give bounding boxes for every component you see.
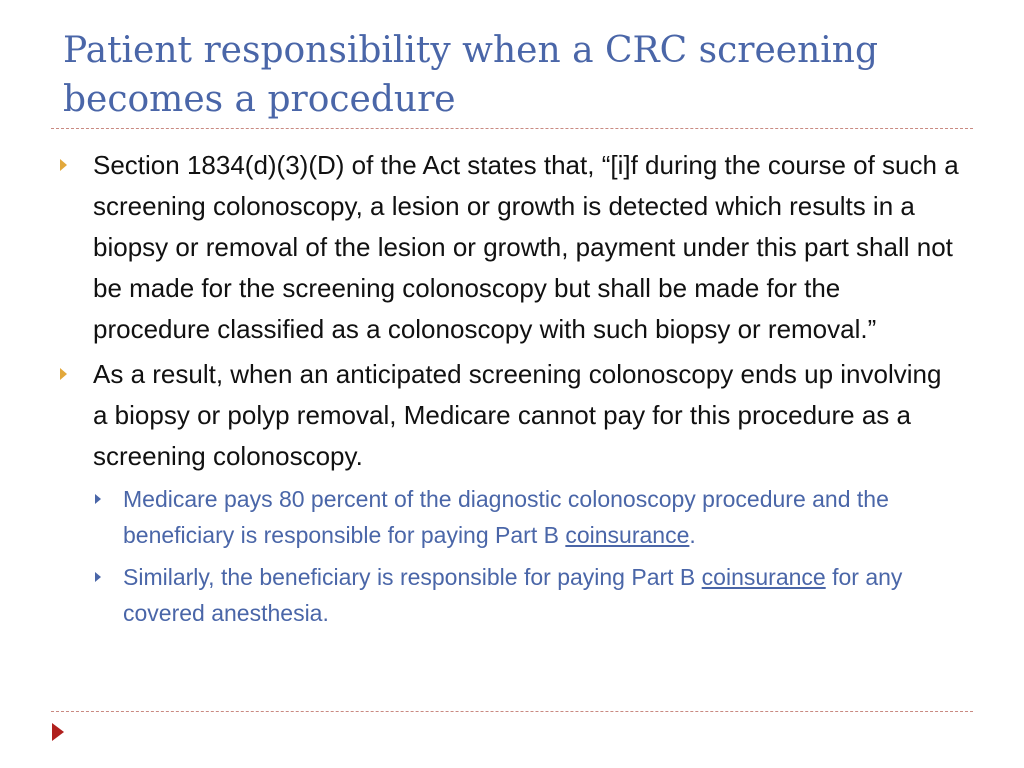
play-arrow-icon[interactable] (52, 723, 64, 741)
bullet-item (60, 354, 960, 631)
bullet-triangle-icon (60, 159, 67, 171)
coinsurance-link[interactable]: coinsurance (565, 522, 690, 548)
slide-title: Patient responsibility when a CRC screening becomes a procedure (63, 30, 879, 120)
bullet-text: Section 1834(d)(3)(D) of the Act states that, “[i]f during the course of such a screening colonoscopy, a lesion or growth is detected which results in a biopsy or removal of the lesion or growth, payment under this part shall not be made for the screening colonoscopy but shall be made for the procedure classified as a colonoscopy with such biopsy or removal.” (93, 150, 959, 344)
sub-bullet-item (93, 559, 960, 631)
sub-bullet-triangle-icon (95, 494, 101, 504)
sub-bullet-text-end: . (689, 522, 696, 548)
sub-bullet-triangle-icon (95, 572, 101, 582)
sub-bullet-item (93, 481, 960, 553)
sub-bullet-list (93, 481, 960, 631)
coinsurance-link[interactable]: coinsurance (701, 564, 826, 590)
bullet-list (60, 145, 960, 631)
bullet-item (60, 145, 960, 350)
bullet-triangle-icon (60, 368, 67, 380)
sub-bullet-text: Similarly, the beneficiary is responsible for paying Part B (123, 564, 702, 590)
title-divider (51, 128, 973, 129)
sub-bullet-text: Medicare pays 80 percent of the diagnostic colonoscopy procedure and the beneficiary is responsible for paying Part B (123, 486, 889, 548)
footer-divider (51, 711, 973, 712)
bullet-text: As a result, when an anticipated screening colonoscopy ends up involving a biopsy or polyp removal, Medicare cannot pay for this procedure as a screening colonoscopy. (93, 359, 942, 471)
sub-bullet-text-end: for any covered anesthesia. (123, 564, 903, 626)
